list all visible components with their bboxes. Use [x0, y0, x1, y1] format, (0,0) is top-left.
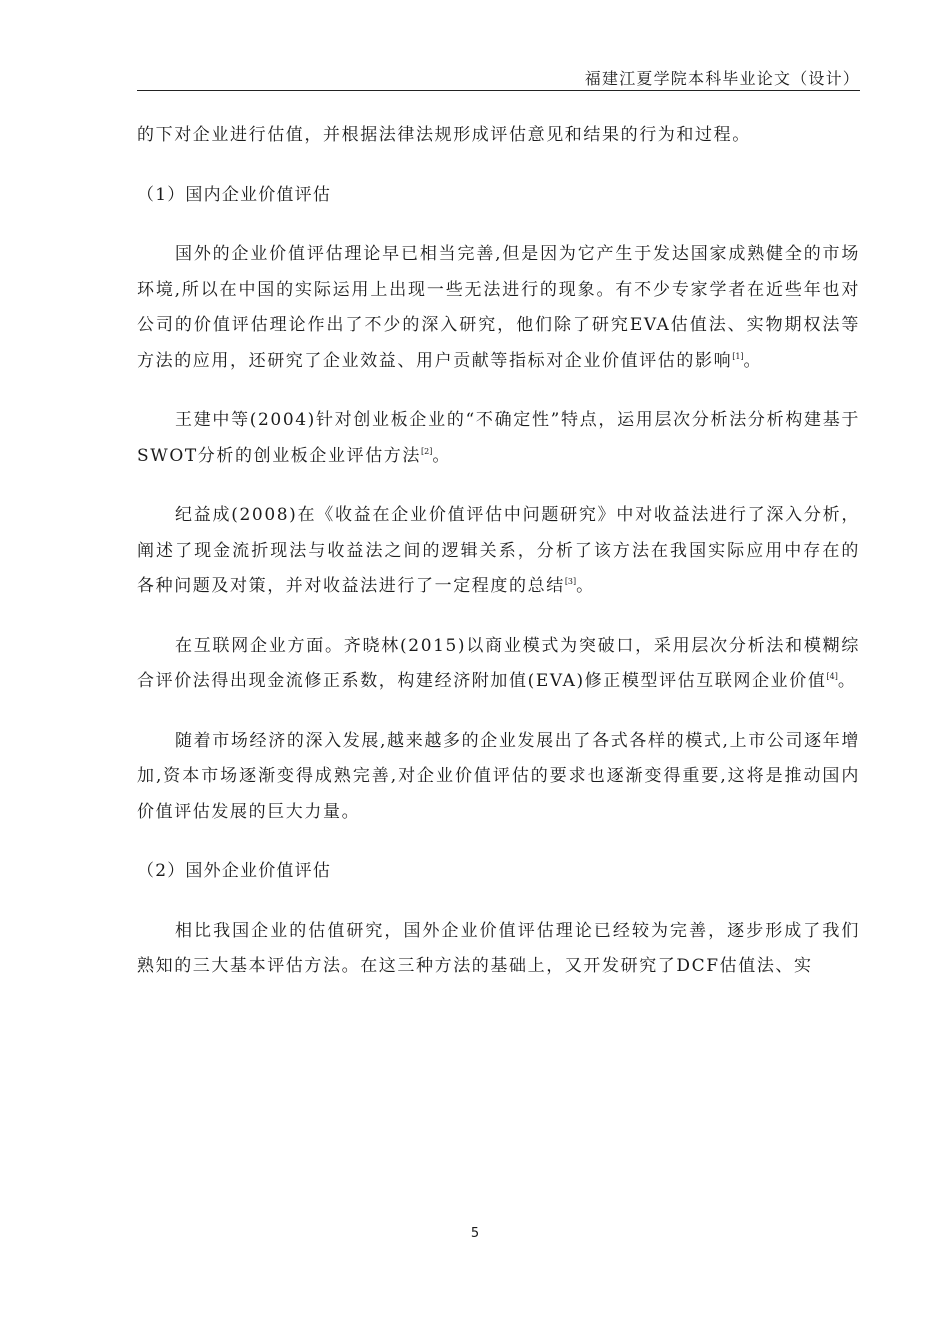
paragraph: [137, 237, 860, 379]
paragraph: [137, 724, 860, 831]
page-header: [137, 64, 860, 91]
header-title: 福建江夏学院本科毕业论文（设计）: [584, 69, 860, 88]
section-heading-foreign: （2）国外企业价值评估: [137, 861, 332, 881]
paragraph: [137, 629, 860, 700]
paragraph-text: 随着市场经济的深入发展,越来越多的企业发展出了各式各样的模式,上市公司逐年增加,资本市场逐渐变得成熟完善,对企业价值评估的要求也逐渐变得重要,这将是推动国内价值评估发展的巨大力量。: [137, 730, 860, 822]
paragraph-end: 。: [576, 576, 595, 596]
citation: [2]: [421, 446, 433, 456]
paragraph-continuation: [137, 118, 860, 154]
body-content: [137, 118, 860, 1009]
citation: [3]: [564, 577, 577, 586]
paragraph: [137, 914, 860, 985]
paragraph-text: 国外的企业价值评估理论早已相当完善,但是因为它产生于发达国家成熟健全的市场环境,所以在中国的实际运用上出现一些无法进行的现象。有不少专家学者在近些年也对公司的价值评估理论作出了不少的深入研究，他们除了研究EVA估值法、实物期权法等方法的应用，还研究了企业效益、用户贡献等指标对企业价值评估的影响: [137, 244, 860, 371]
paragraph-end: 。: [837, 671, 857, 691]
paragraph-text: 王建中等(2004)针对创业板企业的“不确定性”特点，运用层次分析法分析构建基于SWOT分析的创业板企业评估方法: [137, 410, 860, 466]
section-heading-domestic: （1）国内企业价值评估: [137, 184, 332, 205]
paragraph-text: 相比我国企业的估值研究，国外企业价值评估理论已经较为完善，逐步形成了我们熟知的三大基本评估方法。在这三种方法的基础上，又开发研究了DCF估值法、实: [137, 920, 860, 976]
paragraph-end: 。: [743, 350, 763, 371]
paragraph: [137, 498, 860, 605]
citation: [1]: [732, 351, 744, 361]
paragraph: [137, 403, 860, 474]
citation: [4]: [826, 672, 838, 681]
page-number: 5: [470, 1226, 480, 1241]
paragraph-end: 。: [432, 445, 451, 466]
paragraph-text: 在互联网企业方面。齐晓林(2015)以商业模式为突破口，采用层次分析法和模糊综合评价法得出现金流修正系数，构建经济附加值(EVA)修正模型评估互联网企业价值: [137, 635, 860, 691]
paragraph-text: 纪益成(2008)在《收益在企业价值评估中问题研究》中对收益法进行了深入分析，阐述了现金流折现法与收益法之间的逻辑关系，分析了该方法在我国实际应用中存在的各种问题及对策，并对收益法进行了一定程度的总结: [137, 505, 860, 596]
paragraph-text: 的下对企业进行估值，并根据法律法规形成评估意见和结果的行为和过程。: [137, 125, 751, 145]
